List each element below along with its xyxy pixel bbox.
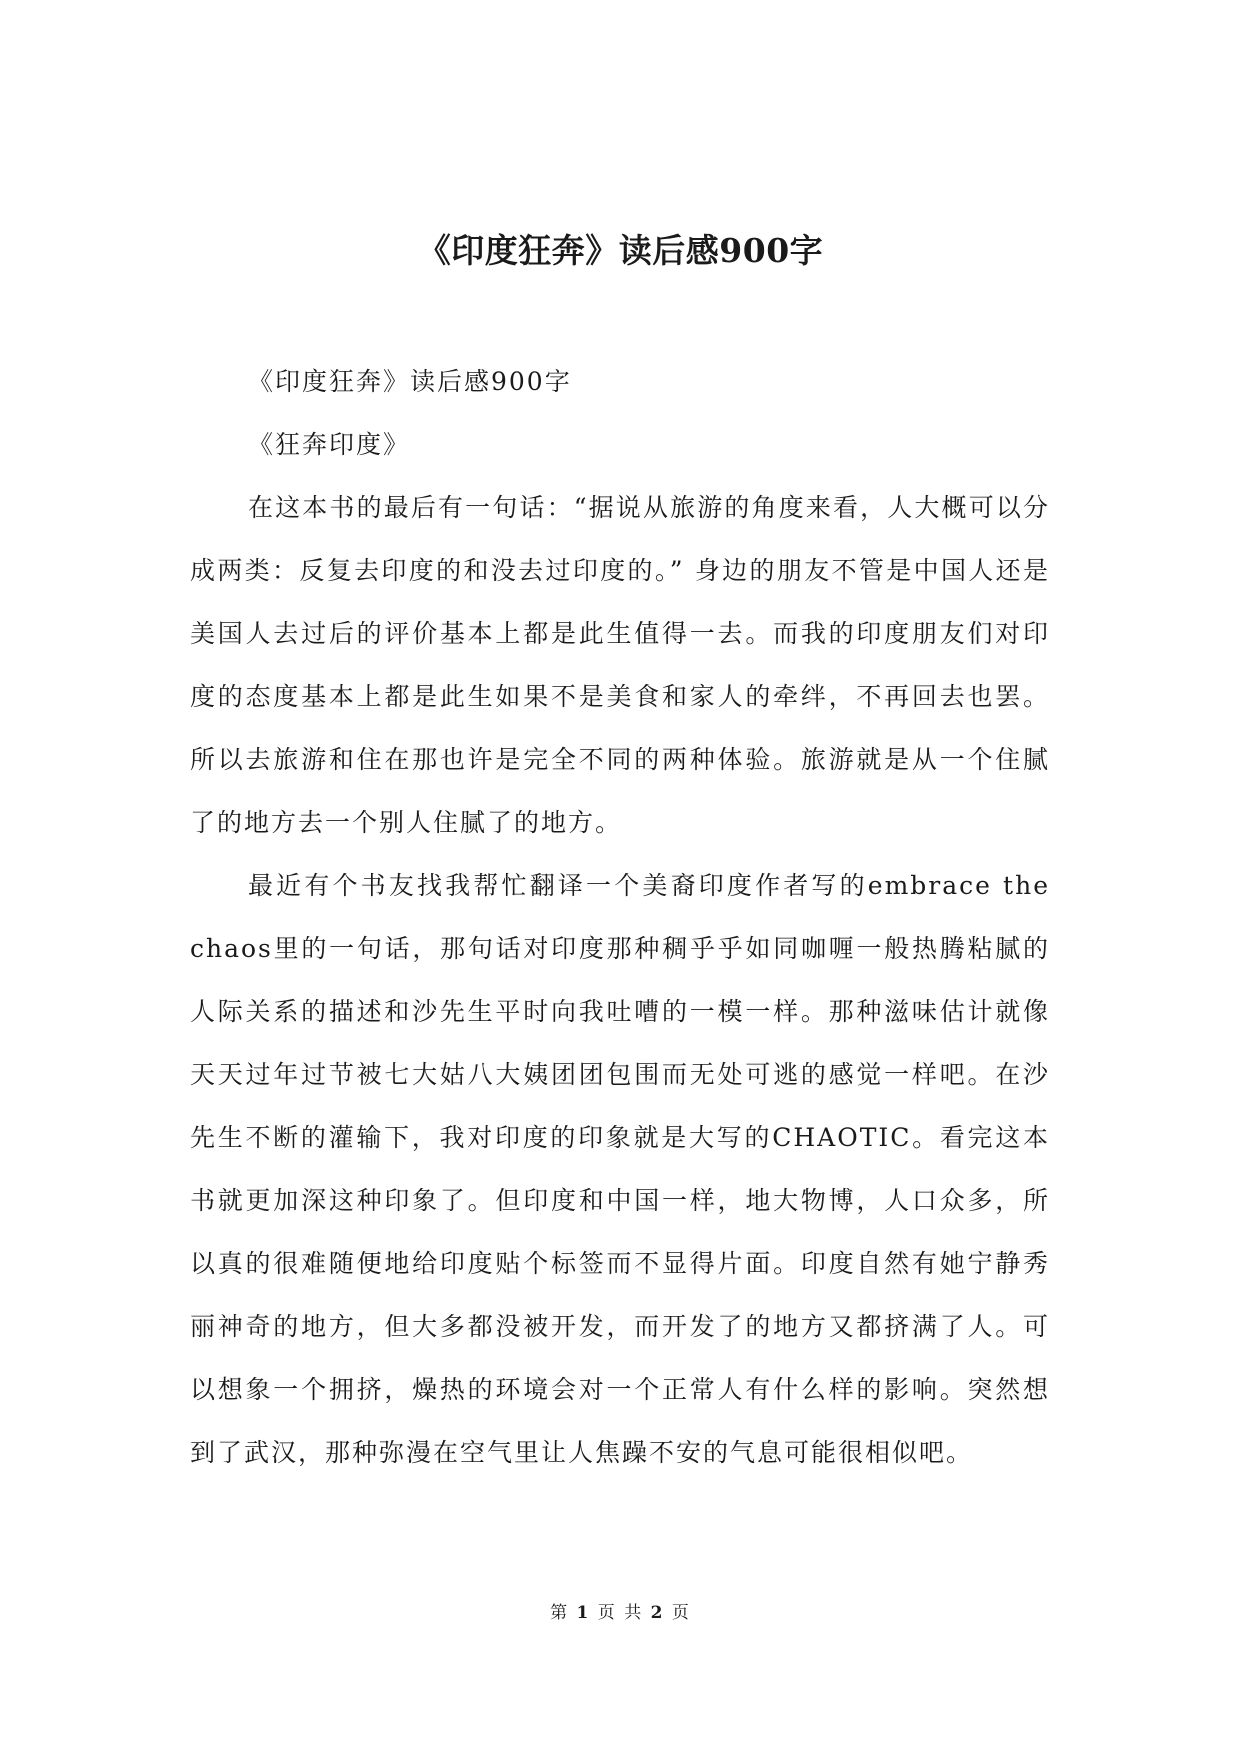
footer-suffix: 页 [671, 1603, 691, 1623]
paragraph-1: 在这本书的最后有一句话：“据说从旅游的角度来看，人大概可以分成两类：反复去印度的和没去过印度的。” 身边的朋友不管是中国人还是美国人去过后的评价基本上都是此生值得一去。而我的印度朋友们对印度的态度基本上都是此生如果不是美食和家人的牵绊，不再回去也罢。所以去旅游和住在那也许是完全不同的两种体验。旅游就是从一个住腻了的地方去一个别人住腻了的地方。 [190, 493, 1050, 837]
page-footer [0, 1598, 1241, 1623]
paragraph-book-title: 《狂奔印度》 [248, 430, 411, 459]
footer-total-pages: 2 [650, 1603, 665, 1623]
paragraph-heading: 《印度狂奔》读后感900字 [248, 367, 572, 396]
paragraph-2: 最近有个书友找我帮忙翻译一个美裔印度作者写的embrace the chaos里的一句话，那句话对印度那种稠乎乎如同咖喱一般热腾粘腻的人际关系的描述和沙先生平时向我吐嘈的一模一样。那种滋味估计就像天天过年过节被七大姑八大姨团团包围而无处可逃的感觉一样吧。在沙先生不断的灌输下，我对印度的印象就是大写的CHAOTIC。看完这本书就更加深这种印象了。但印度和中国一样，地大物博，人口众多，所以真的很难随便地给印度贴个标签而不显得片面。印度自然有她宁静秀丽神奇的地方，但大多都没被开发，而开发了的地方又都挤满了人。可以想象一个拥挤，燥热的环境会对一个正常人有什么样的影响。突然想到了武汉，那种弥漫在空气里让人焦躁不安的气息可能很相似吧。 [190, 871, 1050, 1467]
document-title: 《印度狂奔》读后感900字 [417, 231, 824, 270]
footer-prefix: 第 [550, 1603, 570, 1623]
footer-page-number: 1 [576, 1603, 591, 1623]
footer-middle: 页 共 [597, 1603, 644, 1623]
document-body [190, 350, 1050, 1484]
